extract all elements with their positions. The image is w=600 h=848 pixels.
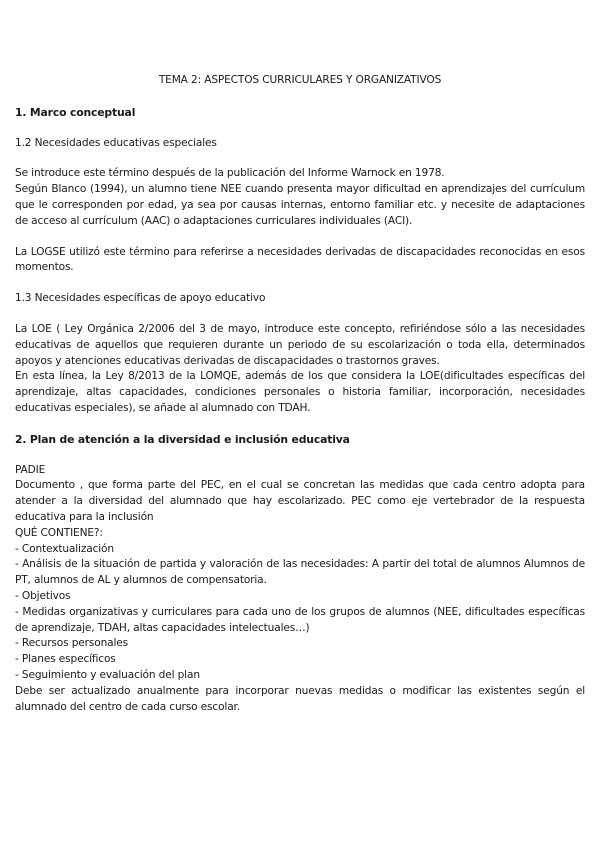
- contents-label: QUÉ CONTIENE?:: [15, 526, 103, 539]
- padie-label: PADIE: [15, 463, 46, 476]
- list-item: - Recursos personales: [15, 637, 129, 650]
- subsection-1-2-heading: 1.2 Necesidades educativas especiales: [15, 136, 217, 149]
- list-item: - Seguimiento y evaluación del plan: [15, 668, 200, 681]
- padie-description: Documento , que forma parte del PEC, en el cual se concretan las medidas que cada centro adopta para atender a la diversidad del alumnado que hay escolarizado. PEC como eje vertebrador de la respuesta educativa para la inclusión: [15, 479, 585, 523]
- section-2-heading: 2. Plan de atención a la diversidad e inclusión educativa: [15, 432, 350, 446]
- closing-paragraph: Debe ser actualizado anualmente para incorporar nuevas medidas o modificar las existentes según el alumnado del centro de cada curso escolar.: [15, 684, 585, 713]
- list-item: - Medidas organizativas y curriculares para cada uno de los grupos de alumnos (NEE, dificultades específicas de aprendizaje, TDAH, altas capacidades intelectuales…): [15, 605, 585, 634]
- subsection-1-3-heading: 1.3 Necesidades específicas de apoyo educativo: [15, 292, 266, 305]
- list-item: - Contextualización: [15, 542, 114, 555]
- contents-list: [15, 542, 585, 684]
- section-1-heading: 1. Marco conceptual: [15, 105, 136, 119]
- nee-intro-line: Se introduce este término después de la publicación del Informe Warnock en 1978.: [15, 167, 445, 180]
- list-item: - Planes específicos: [15, 653, 116, 666]
- nee-definition-paragraph: Según Blanco (1994), un alumno tiene NEE cuando presenta mayor dificultad en aprendizajes del currículum que le corresponden por edad, ya sea por causas internas, entorno familiar etc. y necesite de adaptaciones de acceso al currículum (AAC) o adaptaciones curriculares individuales (ACI).: [15, 183, 585, 227]
- list-item: - Objetivos: [15, 589, 71, 602]
- list-item: - Análisis de la situación de partida y valoración de las necesidades: A partir del total de alumnos Alumnos de PT, alumnos de AL y alumnos de compensatoria.: [15, 558, 585, 587]
- document-title: TEMA 2: ASPECTOS CURRICULARES Y ORGANIZATIVOS: [158, 74, 442, 86]
- lomqe-paragraph: En esta línea, la Ley 8/2013 de la LOMQE, además de los que considera la LOE(dificultades específicas del aprendizaje, altas capacidades, condiciones personales o historia familiar, incorporación, necesidades educativas especiales), se añade al alumnado con TDAH.: [15, 370, 585, 414]
- loe-paragraph: La LOE ( Ley Orgánica 2/2006 del 3 de mayo, introduce este concepto, refiriéndose sólo a las necesidades educativas de aquellos que requieren durante un periodo de su escolarización o toda ella, determinados apoyos y atenciones educativas derivadas de discapacidades o trastornos graves.: [15, 322, 585, 367]
- logse-paragraph: La LOGSE utilizó este término para referirse a necesidades derivadas de discapacidades reconocidas en esos momentos.: [15, 245, 585, 274]
